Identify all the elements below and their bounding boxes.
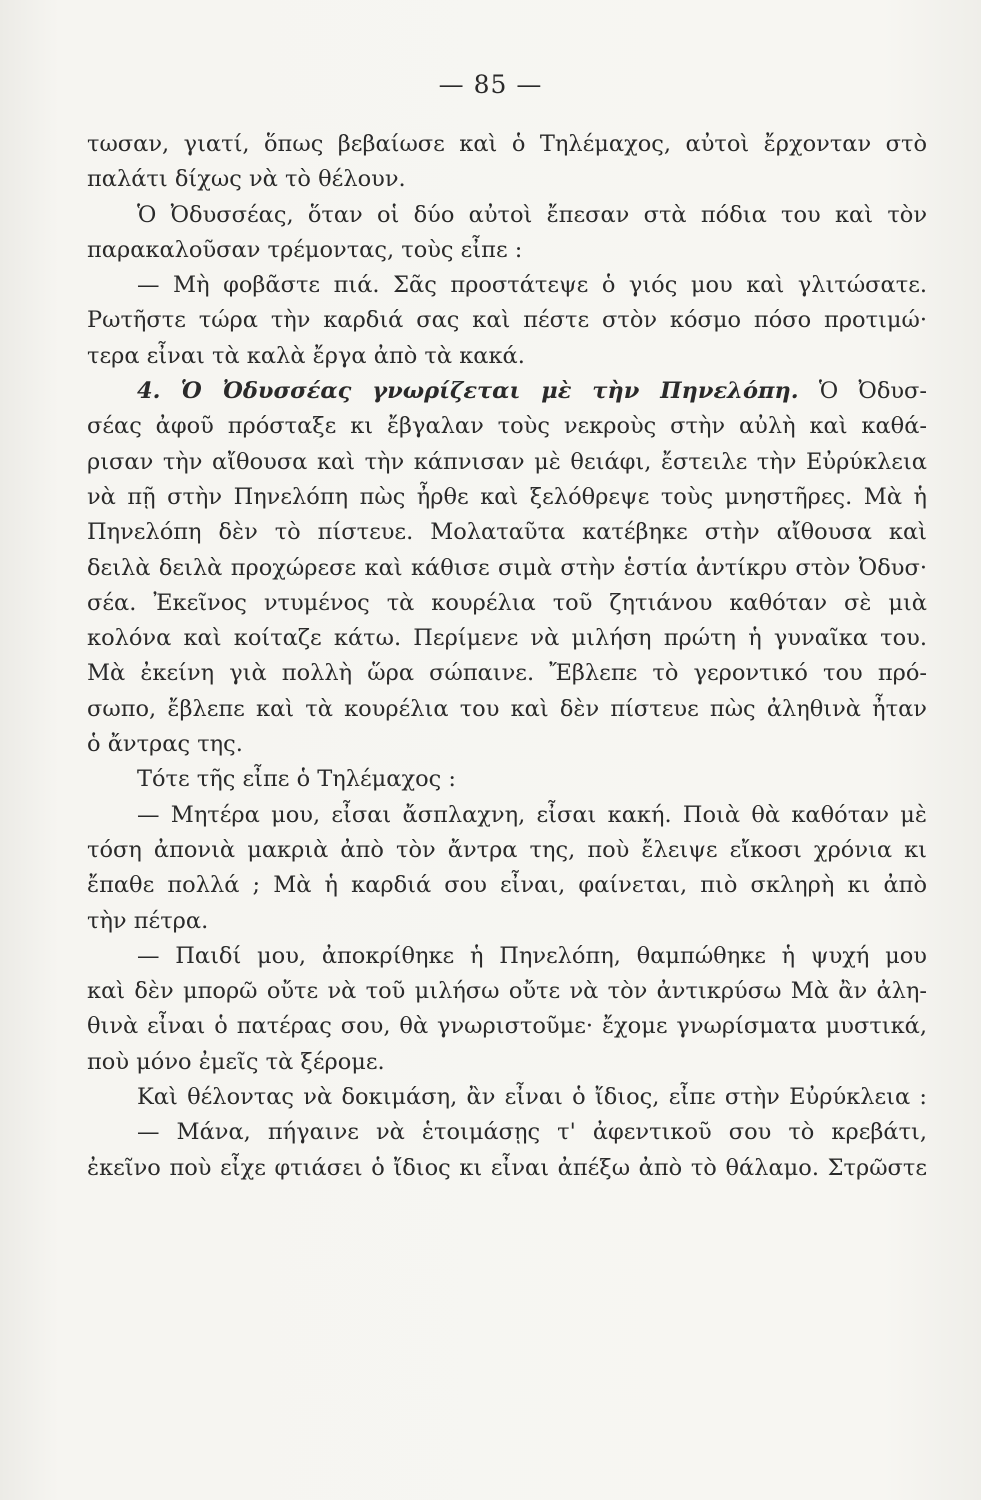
text-span: Ὁ Ὀδυσ-: [818, 378, 928, 405]
text-line: Ρωτῆστε τώρα τὴν καρδιά σας καὶ πέστε στὸν κόσμο πόσο προτιμώ·: [87, 307, 927, 334]
text-line: — Μάνα, πήγαινε νὰ ἑτοιμάσῃς τ' ἀφεντικοῦ σου τὸ κρεβάτι,: [137, 1119, 927, 1146]
text-line: κολόνα καὶ κοίταζε κάτω. Περίμενε νὰ μιλήση πρώτη ἡ γυναῖκα του.: [87, 625, 927, 652]
text-line: παλάτι δίχως νὰ τὸ θέλουν.: [87, 166, 406, 193]
text-line: σωπο, ἔβλεπε καὶ τὰ κουρέλια του καὶ δὲν πίστευε πὼς ἀληθινὰ ἦταν: [87, 695, 927, 722]
text-line: Μὰ ἐκείνη γιὰ πολλὴ ὥρα σώπαινε. Ἔβλεπε τὸ γεροντικό του πρό-: [87, 660, 927, 687]
text-line: παρακαλοῦσαν τρέμοντας, τοὺς εἶπε :: [87, 236, 523, 263]
body-text: [87, 127, 927, 1186]
text-line: σέα. Ἐκεῖνος ντυμένος τὰ κουρέλια τοῦ ζητιάνου καθόταν σὲ μιὰ: [87, 589, 927, 616]
section-number: 4.: [137, 378, 161, 405]
text-line: — Μὴ φοβᾶστε πιά. Σᾶς προστάτεψε ὁ γιός μου καὶ γλιτώσατε.: [137, 272, 927, 299]
text-line: δειλὰ δειλὰ προχώρεσε καὶ κάθισε σιμὰ στὴν ἑστία ἀντίκρυ στὸν Ὀδυσ·: [87, 554, 927, 581]
text-line: ὁ ἄντρας της.: [87, 731, 243, 758]
text-line: — Παιδί μου, ἀποκρίθηκε ἡ Πηνελόπη, θαμπώθηκε ἡ ψυχή μου: [137, 942, 927, 969]
text-line: Καὶ θέλοντας νὰ δοκιμάση, ἂν εἶναι ὁ ἴδιος, εἶπε στὴν Εὐρύκλεια :: [137, 1084, 927, 1111]
text-line: ἐκεῖνο ποὺ εἶχε φτιάσει ὁ ἴδιος κι εἶναι ἀπέξω ἀπὸ τὸ θάλαμο. Στρῶστε: [87, 1154, 927, 1181]
page-number: — 85 —: [438, 70, 543, 99]
text-line: σέας ἀφοῦ πρόσταξε κι ἔβγαλαν τοὺς νεκροὺς στὴν αὐλὴ καὶ καθά-: [87, 413, 927, 440]
text-line: τόση ἀπονιὰ μακριὰ ἀπὸ τὸν ἄντρα της, ποὺ ἔλειψε εἴκοσι χρόνια κι: [87, 836, 927, 863]
text-line: θινὰ εἶναι ὁ πατέρας σου, θὰ γνωριστοῦμε· ἔχομε γνωρίσματα μυστικά,: [87, 1013, 927, 1040]
text-line: τερα εἶναι τὰ καλὰ ἔργα ἀπὸ τὰ κακά.: [87, 342, 525, 369]
text-line: τὴν πέτρα.: [87, 907, 209, 934]
text-line: νὰ πῇ στὴν Πηνελόπη πὼς ἦρθε καὶ ξελόθρεψε τοὺς μνηστῆρες. Μὰ ἡ: [87, 483, 927, 510]
text-line: Πηνελόπη δὲν τὸ πίστευε. Μολαταῦτα κατέβηκε στὴν αἴθουσα καὶ: [87, 519, 927, 546]
text-line: ἔπαθε πολλά ; Μὰ ἡ καρδιά σου εἶναι, φαίνεται, πιὸ σκληρὴ κι ἀπὸ: [87, 872, 927, 899]
section-title: Ὁ Ὀδυσσέας γνωρίζεται μὲ τὴν Πηνελόπη.: [180, 378, 799, 405]
text-line: Τότε τῆς εἶπε ὁ Τηλέμαχος :: [137, 766, 456, 793]
text-line: ρισαν τὴν αἴθουσα καὶ τὴν κάπνισαν μὲ θειάφι, ἔστειλε τὴν Εὐρύκλεια: [87, 448, 927, 475]
text-line: Ὁ Ὀδυσσέας, ὅταν οἱ δύο αὐτοὶ ἔπεσαν στὰ πόδια του καὶ τὸν: [137, 201, 927, 228]
text-line: καὶ δὲν μπορῶ οὔτε νὰ τοῦ μιλήσω οὔτε νὰ τὸν ἀντικρύσω Μὰ ἂν ἀλη-: [87, 978, 927, 1005]
section-heading-line: [87, 374, 927, 409]
text-line: τωσαν, γιατί, ὅπως βεβαίωσε καὶ ὁ Τηλέμαχος, αὐτοὶ ἔρχονταν στὸ: [87, 131, 927, 157]
text-line: ποὺ μόνο ἐμεῖς τὰ ξέρομε.: [87, 1048, 385, 1075]
text-line: — Μητέρα μου, εἶσαι ἄσπλαχνη, εἶσαι κακή. Ποιὰ θὰ καθόταν μὲ: [137, 801, 927, 828]
